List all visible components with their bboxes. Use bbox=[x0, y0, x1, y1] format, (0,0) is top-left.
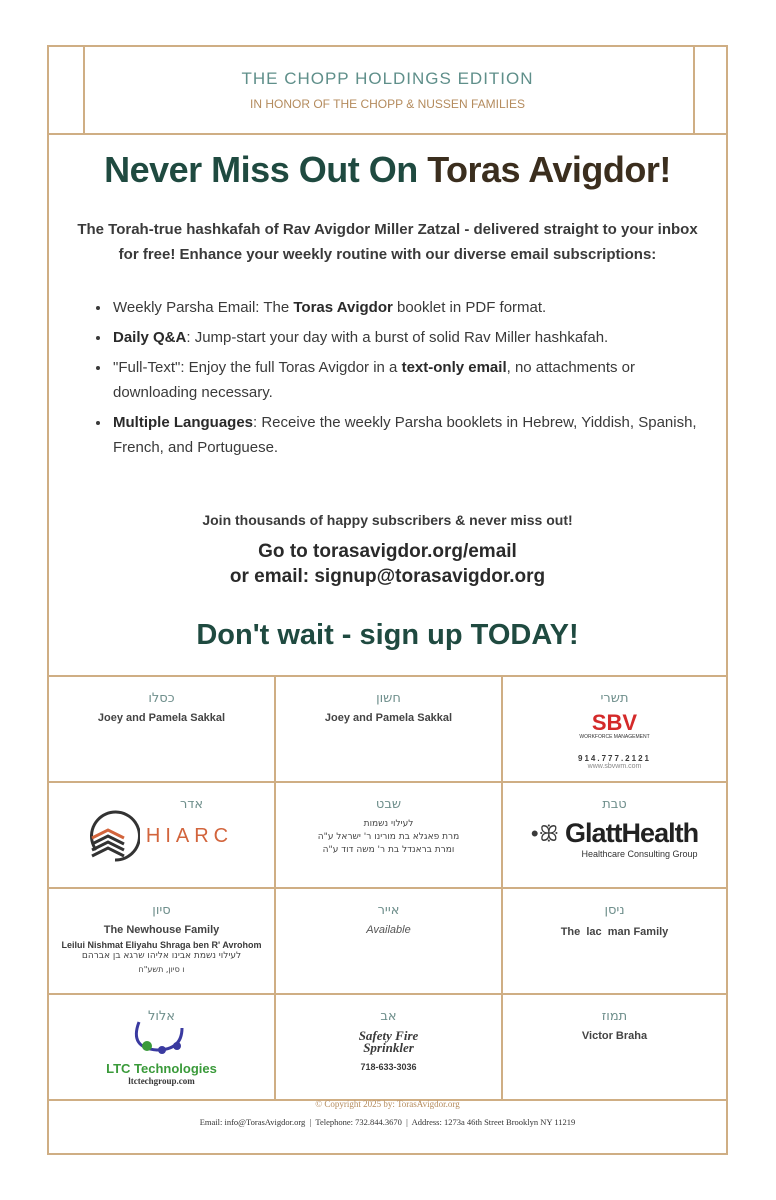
title-part2: Toras Avigdor! bbox=[427, 149, 671, 190]
list-item: • Daily Q&A: Jump-start your day with a burst of solid Rav Miller hashkafah. bbox=[111, 325, 706, 350]
sponsor-name: Joey and Pamela Sakkal bbox=[97, 712, 226, 724]
memorial-line: לעילוי נשמות bbox=[363, 819, 414, 829]
edition-header bbox=[49, 47, 726, 135]
sponsor-name: The lac man Family bbox=[560, 926, 669, 938]
hiarc-logo bbox=[49, 810, 274, 862]
memorial-line: ו סיון, תשע"ח bbox=[138, 965, 185, 974]
hiarc-text: HIARC bbox=[145, 824, 234, 847]
memorial-line: Leilui Nishmat Eliyahu Shraga ben R' Avrohom bbox=[61, 940, 262, 950]
sponsor-name: The Newhouse Family bbox=[103, 924, 220, 936]
honor-line: IN HONOR OF THE CHOPP & NUSSEN FAMILIES bbox=[250, 97, 525, 111]
sponsor-cell bbox=[503, 677, 726, 783]
divider bbox=[83, 47, 85, 133]
flyer bbox=[47, 45, 728, 1155]
cta-text: Don't wait - sign up TODAY! bbox=[196, 619, 579, 651]
footer bbox=[49, 1099, 726, 1127]
sponsor-cell bbox=[276, 677, 503, 783]
ltc-mark-icon bbox=[127, 1018, 197, 1056]
sponsor-cell bbox=[49, 889, 276, 995]
month-label: חשון bbox=[376, 691, 401, 706]
list-item: • Weekly Parsha Email: The Toras Avigdor booklet in PDF format. bbox=[111, 295, 706, 320]
month-label: כסלו bbox=[148, 691, 175, 706]
title-part1: Never Miss Out On bbox=[104, 149, 428, 190]
sponsor-cell bbox=[503, 889, 726, 995]
month-label: תמוז bbox=[601, 1009, 628, 1024]
sponsor-cell bbox=[503, 783, 726, 889]
copyright: © Copyright 2025 by: TorasAvigdor.org bbox=[315, 1099, 460, 1109]
list-item: • Multiple Languages: Receive the weekly Parsha booklets in Hebrew, Yiddish, Spanish, French, and Portuguese. bbox=[111, 410, 706, 460]
sponsor-website: ltctechgroup.com bbox=[128, 1076, 195, 1086]
month-label: תשרי bbox=[600, 691, 629, 706]
subscription-list bbox=[111, 295, 706, 465]
month-label: אייר bbox=[377, 903, 400, 918]
memorial-line: מרת פאגלא בת מורינו ר' ישראל ע"ה bbox=[317, 832, 460, 842]
sbv-logo: SBV bbox=[591, 710, 638, 735]
sponsor-cell bbox=[49, 677, 276, 783]
signup-url-link[interactable]: Go to torasavigdor.org/email bbox=[258, 541, 517, 562]
sponsor-cell bbox=[276, 783, 503, 889]
safety-fire-logo: Safety Fire Sprinkler bbox=[358, 1028, 419, 1055]
sponsor-website: www.sbvwm.com bbox=[587, 763, 642, 770]
sponsor-cell bbox=[503, 995, 726, 1101]
edition-title: THE CHOPP HOLDINGS EDITION bbox=[241, 69, 534, 88]
month-label: סיון bbox=[152, 903, 171, 918]
signup-email-link[interactable]: or email: signup@torasavigdor.org bbox=[229, 566, 546, 587]
month-label: שבט bbox=[375, 797, 402, 812]
glatthealth-logo bbox=[503, 818, 726, 849]
memorial-line: ומרת בראנדל בת ר' משה דוד ע"ה bbox=[322, 845, 455, 855]
sponsor-phone: 718-633-3036 bbox=[360, 1062, 417, 1072]
month-label: אלול bbox=[147, 1009, 175, 1024]
list-item: • "Full-Text": Enjoy the full Toras Avigdor in a text-only email, no attachments or downloading necessary. bbox=[111, 355, 706, 405]
glatthealth-text: GlattHealth bbox=[565, 818, 699, 848]
sponsor-grid bbox=[49, 675, 726, 1101]
page-title bbox=[49, 149, 726, 191]
month-label: טבת bbox=[602, 797, 627, 812]
hiarc-mark-icon bbox=[90, 810, 140, 862]
sponsor-name: Victor Braha bbox=[581, 1030, 648, 1042]
logo-subtitle: WORKFORCE MANAGEMENT bbox=[579, 734, 650, 740]
sponsor-cell bbox=[49, 995, 276, 1101]
contact-info: Email: info@TorasAvigdor.org | Telephone: 732.844.3670 | Address: 1273a 46th Street Brooklyn NY 11219 bbox=[199, 1117, 576, 1127]
ltc-logo-text: LTC Technologies bbox=[106, 1061, 217, 1076]
sponsor-cell bbox=[49, 783, 276, 889]
divider bbox=[693, 47, 695, 133]
month-label: אב bbox=[380, 1009, 397, 1024]
sponsor-phone: 914.777.2121 bbox=[578, 754, 651, 763]
join-text: Join thousands of happy subscribers & never miss out! bbox=[202, 512, 573, 528]
sponsor-name: Joey and Pamela Sakkal bbox=[324, 712, 453, 724]
logo-subtitle: Healthcare Consulting Group bbox=[581, 849, 698, 859]
availability-label: Available bbox=[366, 924, 411, 936]
sponsor-cell bbox=[276, 995, 503, 1101]
month-label: אדר bbox=[179, 797, 204, 812]
intro-text: The Torah-true hashkafah of Rav Avigdor Miller Zatzal - delivered straight to your inbox for free! Enhance your weekly routine with our diverse email subscriptions: bbox=[77, 221, 698, 263]
sponsor-cell bbox=[276, 889, 503, 995]
month-label: ניסן bbox=[604, 903, 625, 918]
glatthealth-mark-icon: •ꕥ bbox=[530, 820, 560, 846]
memorial-line: לעילוי נשמת אבינו אליהו שרגא בן אברהם bbox=[81, 951, 242, 961]
signup-info bbox=[49, 539, 726, 589]
